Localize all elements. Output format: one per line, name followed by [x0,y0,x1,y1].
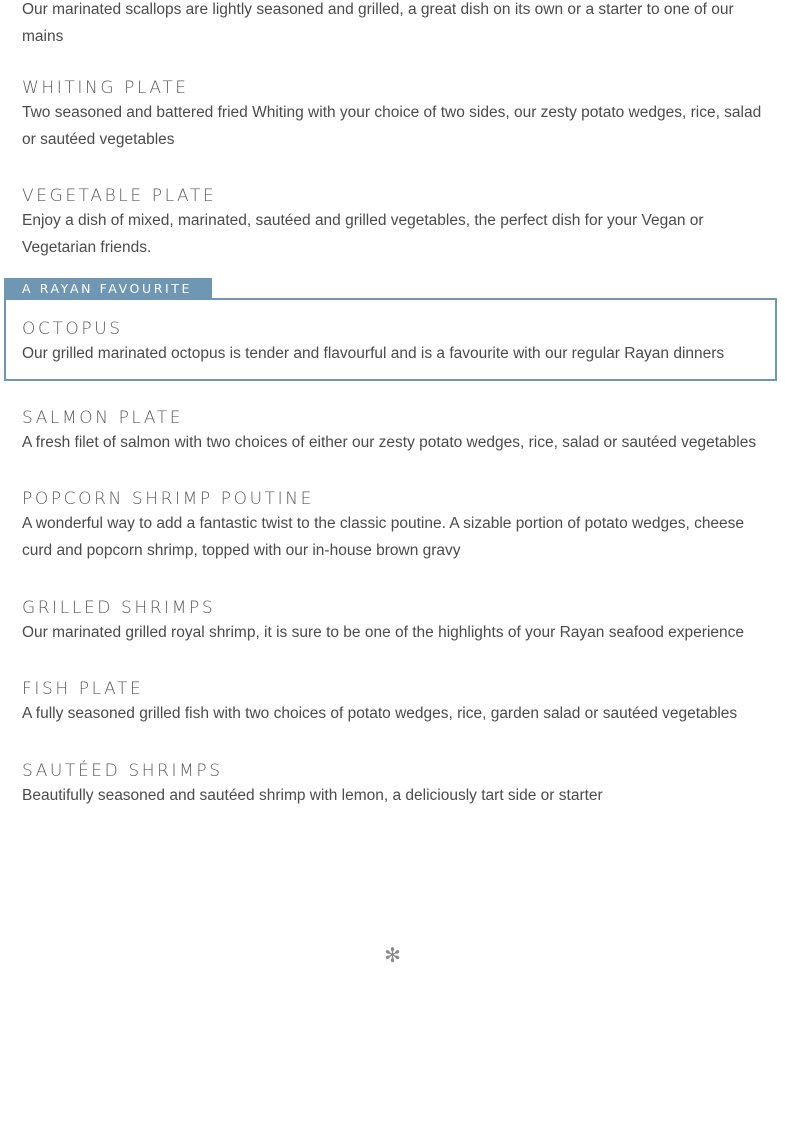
item-description: Our marinated scallops are lightly seasoned and grilled, a great dish on its own or a starter to one of our mains [22,1,734,45]
asterisk-divider-icon: ✻ [384,943,401,967]
item-description: A fresh filet of salmon with two choices of either our zesty potato wedges, rice, salad or sautéed vegetables [22,434,757,451]
item-description: Enjoy a dish of mixed, marinated, sautéed and grilled vegetables, the perfect dish for your Vegan or Vegetarian friends. [22,212,704,256]
menu-item-whiting-plate [22,77,762,153]
item-description: Our marinated grilled royal shrimp, it is sure to be one of the highlights of your Rayan seafood experience [22,624,744,641]
item-title: SAUTÉED SHRIMPS [22,761,223,781]
item-title: SALMON PLATE [22,408,184,428]
menu-item-grilled-shrimps [22,597,762,646]
featured-badge: A RAYAN FAVOURITE [4,278,212,299]
menu-item-sauteed-shrimps [22,760,762,809]
menu-item-popcorn-shrimp-poutine [22,488,762,564]
item-title: VEGETABLE PLATE [22,186,217,206]
item-title: FISH PLATE [22,679,144,699]
menu-item-vegetable-plate [22,185,762,261]
menu-item-salmon-plate [22,407,762,456]
item-title: GRILLED SHRIMPS [22,598,216,618]
item-description: A wonderful way to add a fantastic twist to the classic poutine. A sizable portion of potato wedges, cheese curd and popcorn shrimp, topped with our in-house brown gravy [22,515,745,559]
item-description: A fully seasoned grilled fish with two choices of potato wedges, rice, garden salad or sautéed vegetables [22,705,738,722]
menu-item-fish-plate [22,678,762,727]
item-title: POPCORN SHRIMP POUTINE [22,489,314,509]
item-description: Our grilled marinated octopus is tender and flavourful and is a favourite with our regular Rayan dinners [22,345,725,362]
item-title: OCTOPUS [22,319,123,339]
item-title: WHITING PLATE [22,78,189,98]
menu-item-octopus [22,318,762,367]
item-description: Beautifully seasoned and sautéed shrimp with lemon, a deliciously tart side or starter [22,787,603,804]
menu-item-scallops [22,0,762,50]
item-description: Two seasoned and battered fried Whiting with your choice of two sides, our zesty potato wedges, rice, salad or sautéed vegetables [22,104,762,148]
